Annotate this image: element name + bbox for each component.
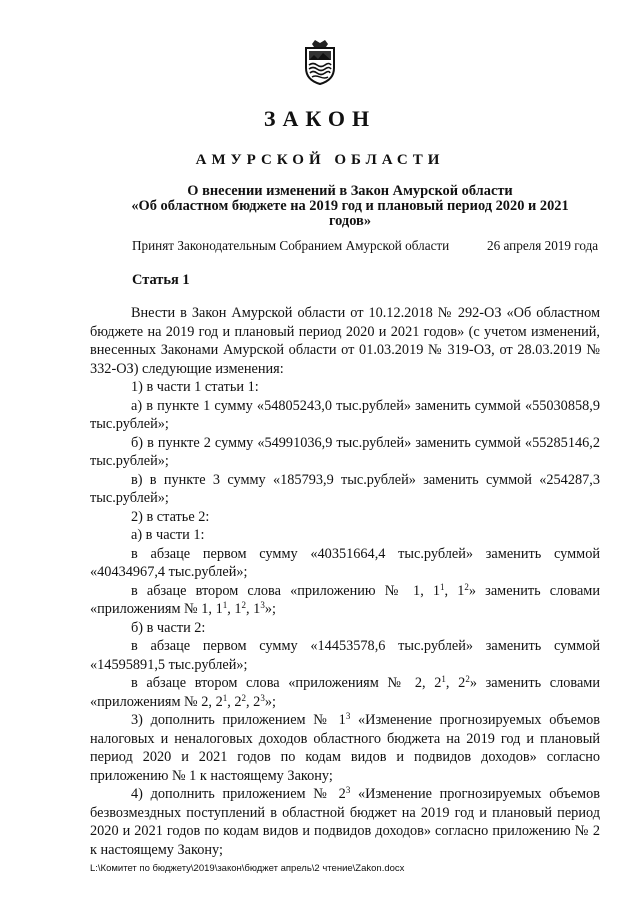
adoption-date: 26 апреля 2019 года [487, 238, 599, 253]
item-2a-paragraph-1: в абзаце первом сумму «40351664,4 тыс.рублей» заменить суммой «40434967,4 тыс.рублей»; [90, 545, 600, 580]
item-2b-paragraph-2: в абзаце втором слова «приложениям № 2, $2^1$, $2^2$» заменить словами «приложениям № 2, $2^1$, $2^2$, $2^3$»; [90, 674, 601, 710]
law-title [90, 184, 610, 229]
item-2b-paragraph-1: в абзаце первом сумму «14453578,6 тыс.рублей» заменить суммой «14595891,5 тыс.рублей»; [90, 638, 600, 673]
document-type-heading: ЗАКОН [263, 106, 377, 131]
item-1a: а) в пункте 1 сумму «54805243,0 тыс.рублей» заменить суммой «55030858,9 тыс.рублей»; [90, 397, 600, 432]
law-title-line-2: «Об областном бюджете на 2019 год и плановый период 2020 и 2021 [131, 198, 569, 214]
item-4: 4) дополнить приложением № $2^3$ «Изменение прогнозируемых объемов безвозмездных поступлений в областной бюджет на 2019 год и плановый период 2020 и 2021 годов по кодам видов и подвидов доходов» согласно приложению № 2 к настоящему Закону; [90, 785, 600, 858]
item-1: 1) в части 1 статьи 1: [131, 379, 259, 395]
file-path-footer: L:\Комитет по бюджету\2019\закон\бюджет апрель\2 чтение\Zakon.docx [90, 863, 405, 874]
law-title-line-3: годов» [328, 213, 372, 229]
item-2a: а) в части 1: [131, 527, 205, 543]
amur-region-coat-of-arms-icon [302, 38, 338, 86]
item-1b: б) в пункте 2 сумму «54991036,9 тыс.рублей» заменить суммой «55285146,2 тыс.рублей»; [90, 434, 600, 469]
intro-paragraph: Внести в Закон Амурской области от 10.12.2018 № 292-ОЗ «Об областном бюджете на 2019 год и плановый период 2020 и 2021 годов» (с учетом изменений, внесенных Законами Амурской области от 01.03.2019 № 319-ОЗ, от 28.03.2019 № 332-ОЗ) следующие изменения: [90, 305, 600, 377]
item-2b: б) в части 2: [131, 619, 206, 636]
adoption-statement: Принят Законодательным Собранием Амурской области [132, 238, 450, 253]
region-heading: АМУРСКОЙ ОБЛАСТИ [195, 152, 445, 168]
article-body [90, 304, 600, 859]
item-2: 2) в статье 2: [131, 508, 210, 525]
item-3: 3) дополнить приложением № $1^3$ «Изменение прогнозируемых объемов налоговых и неналоговых доходов областного бюджета на 2019 год и плановый период 2020 и 2021 годов по кодам видов и подвидов доходов» согласно приложению № 1 к настоящему Закону; [90, 711, 600, 784]
article-heading: Статья 1 [132, 272, 190, 288]
item-2a-paragraph-2: в абзаце втором слова «приложению № 1, $1^1$, $1^2$» заменить словами «приложениям № 1, $1^1$, $1^2$, $1^3$»; [90, 581, 600, 617]
law-title-line-1: О внесении изменений в Закон Амурской области [187, 183, 513, 199]
item-1c: в) в пункте 3 сумму «185793,9 тыс.рублей» заменить суммой «254287,3 тыс.рублей»; [90, 471, 600, 506]
